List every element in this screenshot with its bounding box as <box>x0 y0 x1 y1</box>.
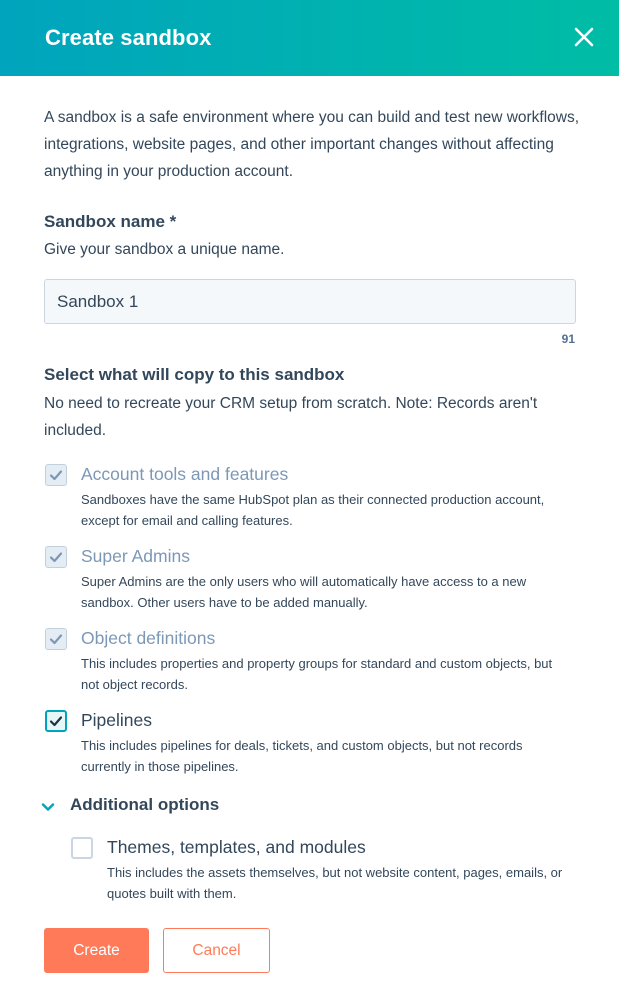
option-title: Account tools and features <box>81 464 289 484</box>
cancel-button[interactable]: Cancel <box>163 928 270 973</box>
option-title: Object definitions <box>81 628 216 648</box>
option-title: Super Admins <box>81 546 190 566</box>
additional-options-label: Additional options <box>70 795 220 814</box>
chevron-down-icon <box>40 799 56 815</box>
checkbox-themes-templates[interactable] <box>71 837 93 859</box>
copy-section-help: No need to recreate your CRM setup from scratch. Note: Records aren't included. <box>44 395 538 439</box>
copy-section-title: Select what will copy to this sandbox <box>44 365 345 384</box>
checkbox-pipelines[interactable] <box>45 710 67 732</box>
option-title: Themes, templates, and modules <box>107 837 366 857</box>
close-icon[interactable] <box>569 22 599 52</box>
option-description: This includes pipelines for deals, tickets, and custom objects, but not records currently in those pipelines. <box>81 738 523 774</box>
intro-text: A sandbox is a safe environment where you can build and test new workflows, integrations, website pages, and other important changes without affecting anything in your production account. <box>44 109 580 180</box>
sandbox-name-input[interactable] <box>44 279 576 324</box>
character-count: 91 <box>561 332 575 346</box>
create-button[interactable]: Create <box>44 928 149 973</box>
option-title: Pipelines <box>81 710 153 730</box>
sandbox-name-label: Sandbox name * <box>44 212 177 231</box>
checkbox-account-tools[interactable] <box>45 464 67 486</box>
checkbox-super-admins[interactable] <box>45 546 67 568</box>
modal-header <box>0 0 619 76</box>
modal-title: Create sandbox <box>45 25 212 50</box>
option-description: Super Admins are the only users who will automatically have access to a new sandbox. Other users have to be added manually. <box>81 574 527 610</box>
checkbox-object-definitions[interactable] <box>45 628 67 650</box>
option-description: Sandboxes have the same HubSpot plan as their connected production account, except for email and calling features. <box>81 492 545 528</box>
option-description: This includes the assets themselves, but not website content, pages, emails, or quotes built with them. <box>107 865 563 901</box>
sandbox-name-help: Give your sandbox a unique name. <box>44 241 285 258</box>
option-description: This includes properties and property groups for standard and custom objects, but not object records. <box>81 656 553 692</box>
